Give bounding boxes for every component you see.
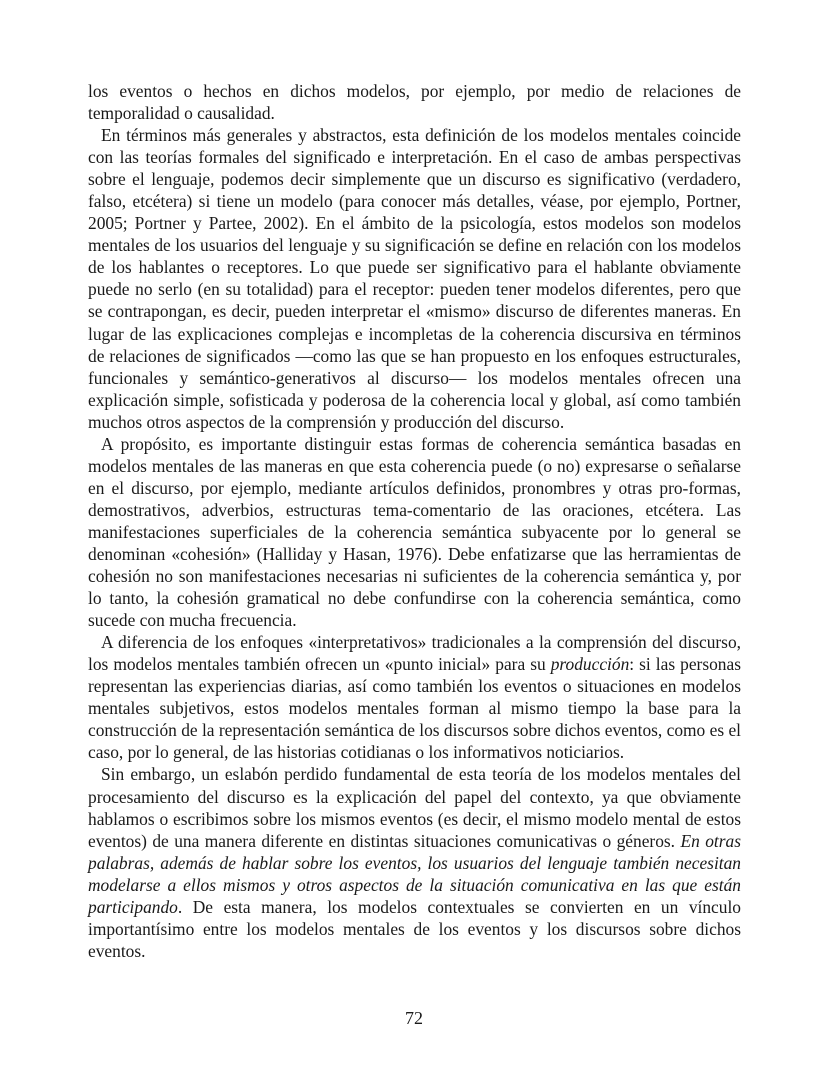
paragraph-3 (88, 433, 741, 631)
page-number: 72 (405, 1008, 423, 1028)
document-body (88, 80, 741, 962)
paragraph-5 (88, 763, 741, 961)
paragraph-text: A propósito, es importante distinguir estas formas de coherencia semántica basadas en modelos mentales de las maneras en que esta coherencia puede (o no) expresarse o señalarse en el discurso, por ejemplo, mediante artículos definidos, pronombres y otras pro-formas, demostrativos, adverbios, estructuras tema-comentario de las oraciones, etcétera. Las manifestaciones superficiales de la coherencia semántica subyacente por lo general se denominan «cohesión» (Halliday y Hasan, 1976). Debe enfatizarse que las herramientas de cohesión no son manifestaciones necesarias ni suficientes de la coherencia semántica y, por lo tanto, la cohesión gramatical no debe confundirse con la coherencia semántica, como sucede con mucha frecuencia. (88, 433, 741, 631)
emphasis-text: En otras palabras, además de hablar sobre los eventos, los usuarios del lenguaje también necesitan modelarse a ellos mismos y otros aspectos de la situación comunicativa en las que están participando (88, 830, 741, 917)
emphasis-text: producción (550, 654, 630, 675)
paragraph-text: En términos más generales y abstractos, esta definición de los modelos mentales coincide con las teorías formales del significado e interpretación. En el caso de ambas perspectivas sobre el lenguaje, podemos decir simplemente que un discurso es significativo (verdadero, falso, etcétera) si tiene un modelo (para conocer más detalles, véase, por ejemplo, Portner, 2005; Portner y Partee, 2002). En el ámbito de la psicología, estos modelos son modelos mentales de los usuarios del lenguaje y su significación se define en relación con los modelos de los hablantes o receptores. Lo que puede ser significativo para el hablante obviamente puede no serlo (en su totalidad) para el receptor: pueden tener modelos diferentes, pero que se contrapongan, es decir, pueden interpretar el «mismo» discurso de diferentes maneras. En lugar de las explicaciones complejas e incompletas de la coherencia discursiva en términos de relaciones de significados —como las que se han propuesto en los enfoques estructurales, funcionales y semántico-generativos al discurso— los modelos mentales ofrecen una explicación simple, sofisticada y poderosa de la coherencia local y global, así como también muchos otros aspectos de la comprensión y producción del discurso. (88, 125, 741, 432)
paragraph-text: A diferencia de los enfoques «interpretativos» tradicionales a la comprensión del discurso, los modelos mentales también ofrecen un «punto inicial» para su (88, 632, 741, 675)
paragraph-text: los eventos o hechos en dichos modelos, por ejemplo, por medio de relaciones de temporalidad o causalidad. (88, 81, 741, 124)
paragraph-1 (88, 80, 741, 124)
paragraph-2 (88, 124, 741, 433)
paragraph-text: . De esta manera, los modelos contextuales se convierten en un vínculo importantísimo entre los modelos mentales de los eventos y los discursos sobre dichos eventos. (88, 896, 741, 961)
paragraph-4 (88, 631, 741, 763)
paragraph-text: Sin embargo, un eslabón perdido fundamental de esta teoría de los modelos mentales del procesamiento del discurso es la explicación del papel del contexto, ya que obviamente hablamos o escribimos sobre los mismos eventos (es decir, el mismo modelo mental de estos eventos) de una manera diferente en distintas situaciones comunicativas o géneros. (88, 764, 741, 851)
paragraph-text: : si las personas representan las experiencias diarias, así como también los eventos o situaciones en modelos mentales subjetivos, estos modelos mentales forman al mismo tiempo la base para la construcción de la representación semántica de los discursos sobre dichos eventos, como es el caso, por lo general, de las historias cotidianas o los informativos noticiarios. (88, 654, 741, 763)
